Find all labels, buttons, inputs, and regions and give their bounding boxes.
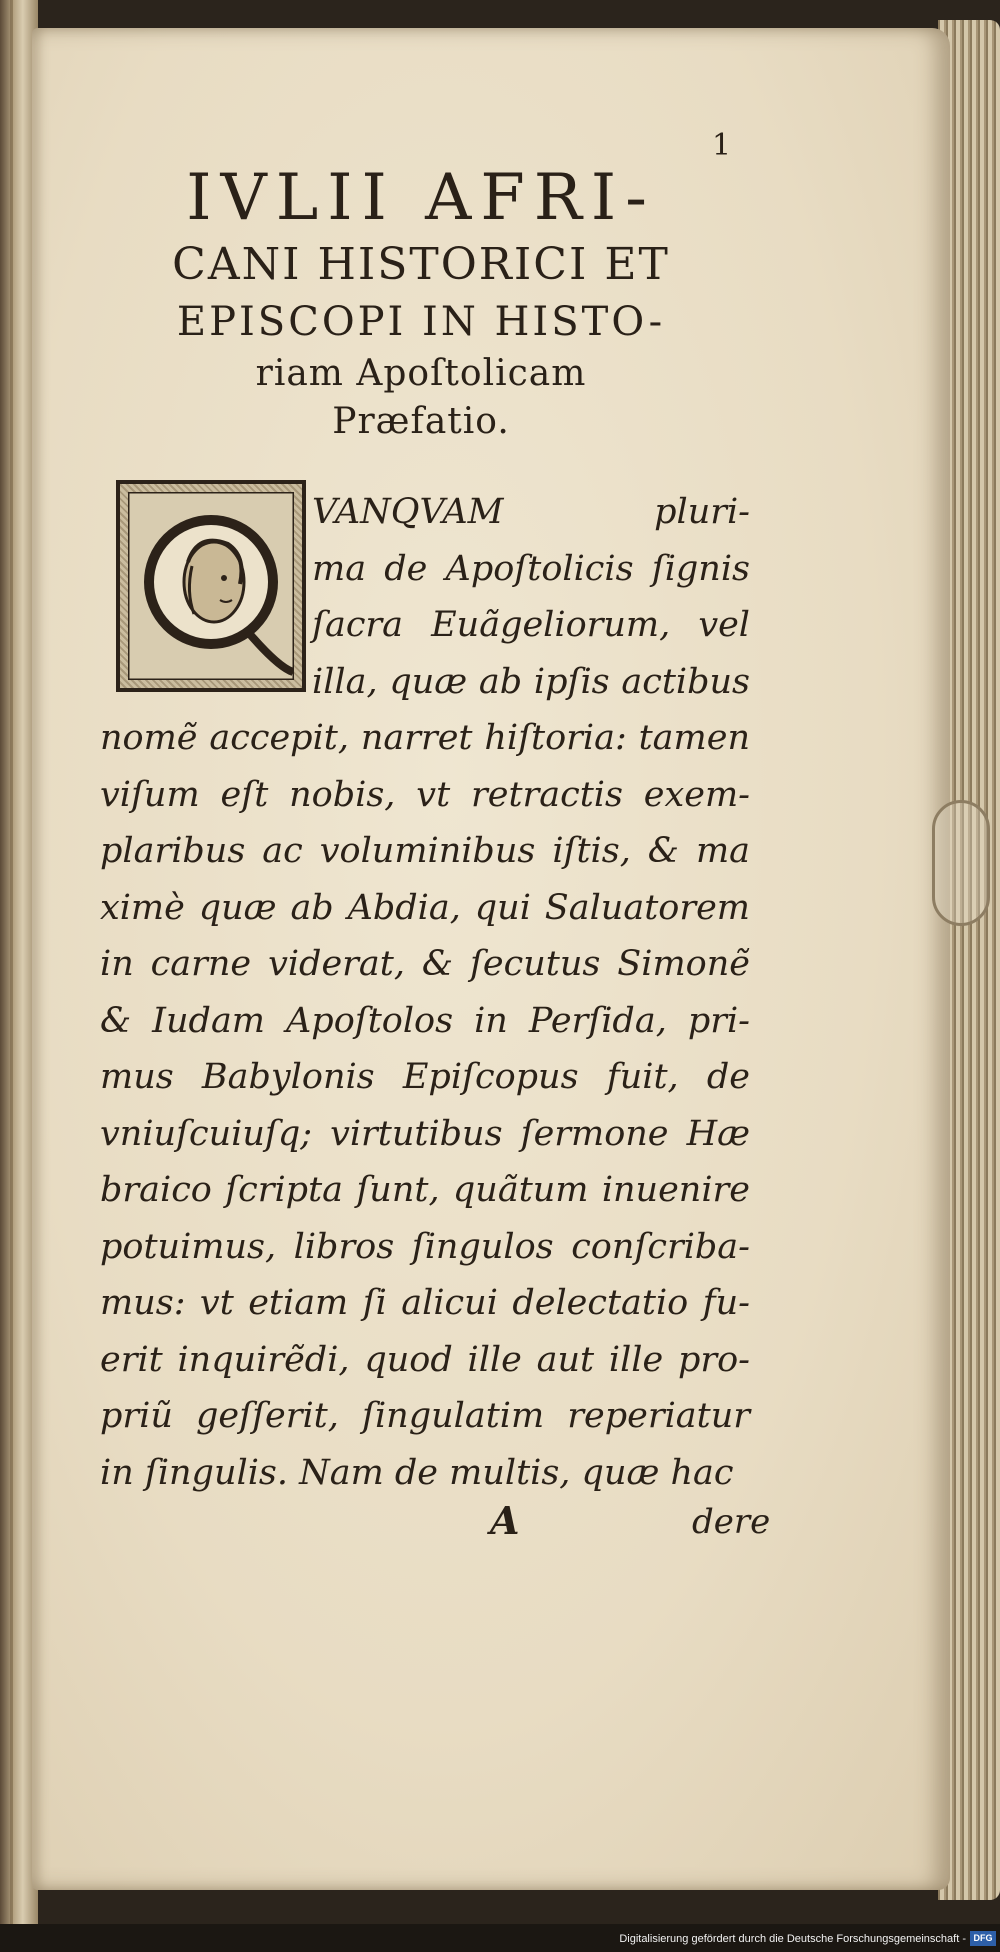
text-line: ſacra Euãgeliorum, vel <box>312 605 750 645</box>
text-line: vniuſcuiuſq; virtutibus ſermone Hæ <box>100 1113 750 1154</box>
footer-strip <box>0 1924 1000 1952</box>
text-line: potuimus, libros ſingulos conſcriba- <box>100 1226 750 1267</box>
book-clasp <box>932 800 990 926</box>
dfg-logo: DFG <box>970 1931 996 1946</box>
page-title <box>96 160 746 446</box>
text-line: mus Babylonis Epiſcopus fuit, de <box>100 1057 750 1097</box>
digitization-credit: Digitalisierung gefördert durch die Deutsche Forschungsgemeinschaft - <box>619 1933 966 1945</box>
title-line-2: CANI HISTORICI ET <box>172 239 670 290</box>
signature-mark: A <box>490 1498 520 1543</box>
text-line: VANQVAM pluri- <box>312 492 750 532</box>
text-line: ximè quæ ab Abdia, qui Saluatorem <box>100 887 750 928</box>
text-line: in ſingulis. Nam de multis, quæ hac <box>100 1452 734 1493</box>
title-line-5: Præfatio. <box>332 401 510 442</box>
text-line: plaribus ac voluminibus iſtis, & ma <box>100 831 750 871</box>
title-line-3: EPISCOPI IN HISTO- <box>176 299 666 345</box>
title-line-4: riam Apoſtolicam <box>255 353 587 394</box>
text-line: viſum eſt nobis, vt retractis exem- <box>100 774 750 815</box>
catchword: dere <box>692 1502 771 1542</box>
text-line: braico ſcripta ſunt, quãtum inuenire <box>100 1170 750 1210</box>
text-line: erit inquirẽdi, quod ille aut ille pro- <box>100 1339 750 1380</box>
text-line: mus: vt etiam ſi alicui delectatio fu- <box>100 1283 750 1323</box>
text-line: illa, quæ ab ipſis actibus <box>312 661 750 702</box>
folio-number: 1 <box>712 128 732 163</box>
preface-text <box>100 484 750 1501</box>
text-line: & Iudam Apoſtolos in Perſida, pri- <box>100 1000 750 1041</box>
text-line: priũ geſſerit, ſingulatim reperiatur <box>100 1396 750 1436</box>
text-line: nomẽ accepit, narret hiſtoria: tamen <box>100 718 750 758</box>
text-line: in carne viderat, & ſecutus Simonẽ <box>100 944 750 984</box>
title-line-1: IVLII AFRI- <box>186 161 656 235</box>
text-line: ma de Apoſtolicis ſignis <box>312 548 750 589</box>
